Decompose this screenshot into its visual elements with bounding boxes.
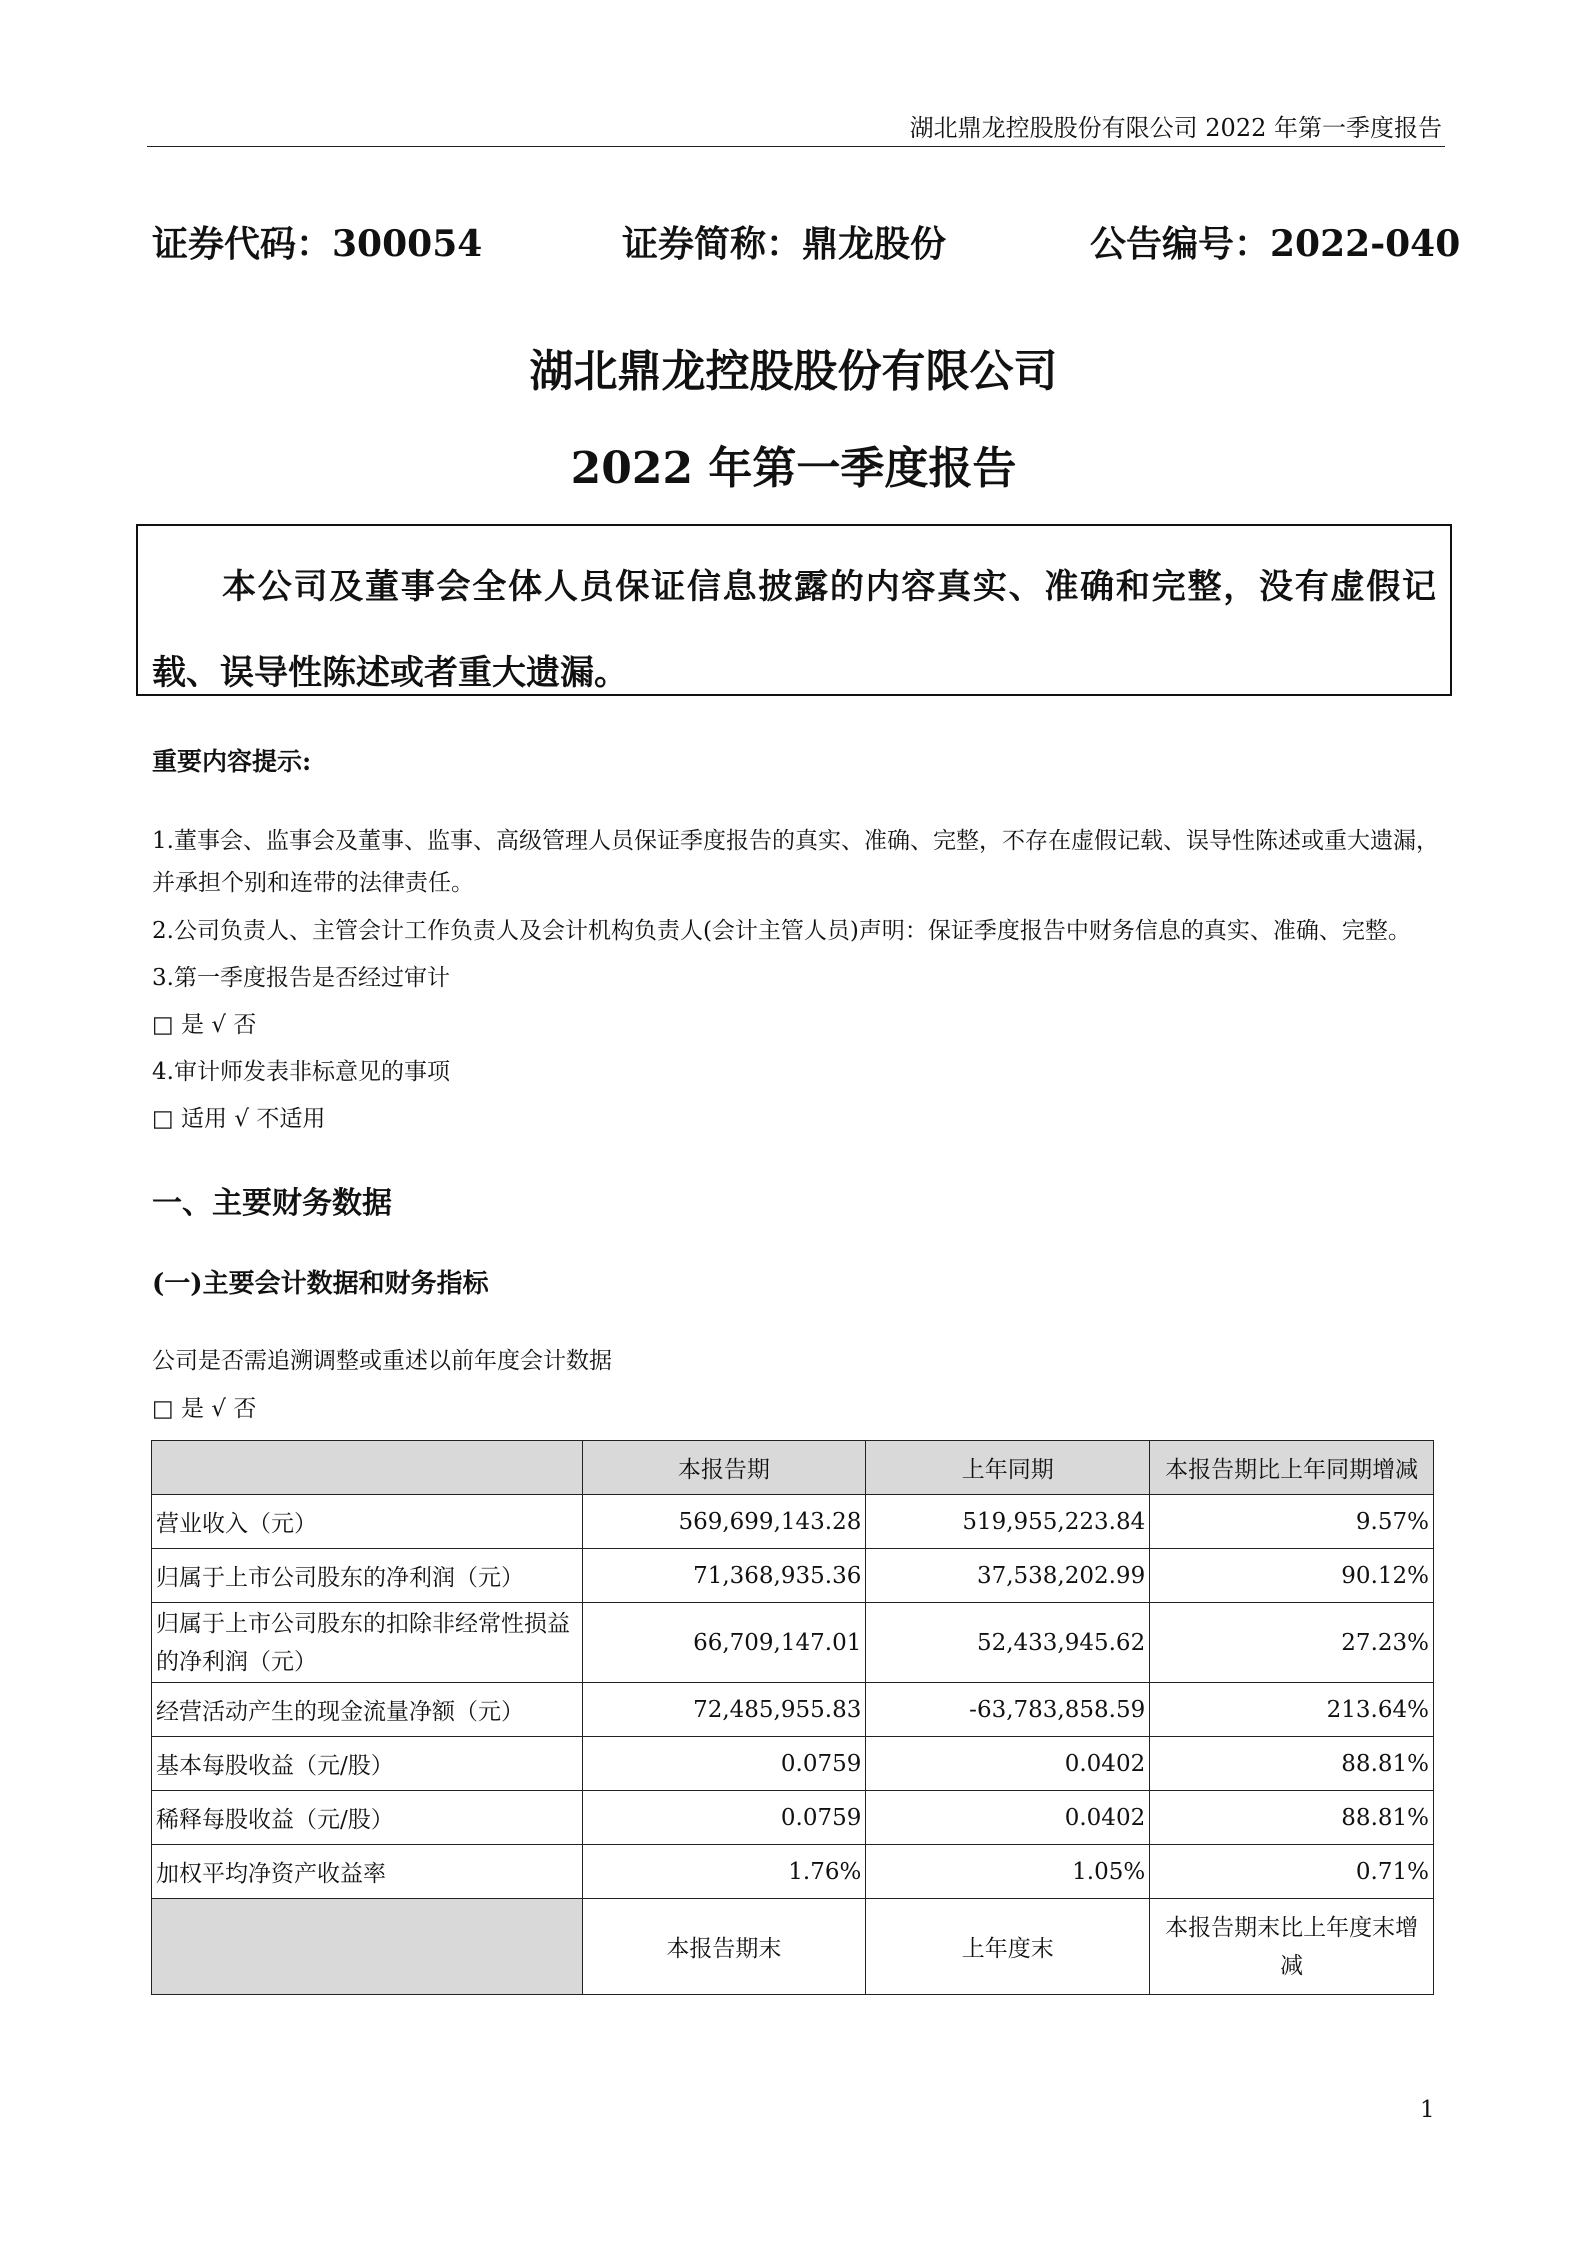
tip-item: 3.第一季度报告是否经过审计 — [152, 965, 450, 991]
table-cell: 90.12% — [1150, 1549, 1434, 1603]
running-header: 湖北鼎龙控股股份有限公司 2022 年第一季度报告 — [909, 114, 1442, 142]
table-cell: 88.81% — [1150, 1791, 1434, 1845]
table-cell: 0.0759 — [582, 1791, 866, 1845]
table-cell: 0.0402 — [866, 1737, 1150, 1791]
table-row — [152, 1549, 1434, 1603]
table-header-cell: 本报告期末 — [582, 1899, 866, 1995]
table-row — [152, 1603, 1434, 1683]
table-cell: 213.64% — [1150, 1683, 1434, 1737]
table-cell: 72,485,955.83 — [582, 1683, 866, 1737]
tip-item: 1.董事会、监事会及董事、监事、高级管理人员保证季度报告的真实、准确、完整，不存在虚假记载、误导性陈述或重大遗漏，并承担个别和连带的法律责任。 — [152, 828, 1439, 896]
table-row — [152, 1683, 1434, 1737]
table-row — [152, 1495, 1434, 1549]
table-header-row — [152, 1441, 1434, 1495]
table-header-cell: 本报告期末比上年度末增减 — [1150, 1899, 1434, 1995]
table-cell: 1.76% — [582, 1845, 866, 1899]
audit-answer: □ 是 √ 否 — [152, 1012, 257, 1038]
row-label: 归属于上市公司股东的净利润（元） — [152, 1549, 583, 1603]
table-header-cell: 上年同期 — [866, 1441, 1150, 1495]
table-cell: 0.71% — [1150, 1845, 1434, 1899]
table-row — [152, 1737, 1434, 1791]
table-header-cell — [152, 1899, 583, 1995]
row-label: 加权平均净资产收益率 — [152, 1845, 583, 1899]
disclaimer-text: 本公司及董事会全体人员保证信息披露的内容真实、准确和完整，没有虚假记载、误导性陈述或者重大遗漏。 — [152, 567, 1436, 693]
tip-item: 4.审计师发表非标意见的事项 — [152, 1059, 450, 1085]
security-code: 证券代码：300054 — [152, 223, 483, 265]
table-cell: 1.05% — [866, 1845, 1150, 1899]
row-label: 营业收入（元） — [152, 1495, 583, 1549]
tip-item: 2.公司负责人、主管会计工作负责人及会计机构负责人(会计主管人员)声明：保证季度报告中财务信息的真实、准确、完整。 — [152, 918, 1411, 944]
non-standard-opinion-answer: □ 适用 √ 不适用 — [152, 1106, 326, 1132]
table-cell: 52,433,945.62 — [866, 1603, 1150, 1683]
table-header-cell — [152, 1441, 583, 1495]
table-header-cell: 本报告期 — [582, 1441, 866, 1495]
row-label: 经营活动产生的现金流量净额（元） — [152, 1683, 583, 1737]
row-label: 稀释每股收益（元/股） — [152, 1791, 583, 1845]
disclaimer-box — [136, 524, 1452, 696]
table-header-row — [152, 1899, 1434, 1995]
restatement-answer: □ 是 √ 否 — [152, 1396, 257, 1422]
table-cell: 0.0759 — [582, 1737, 866, 1791]
section-heading: 一、主要财务数据 — [152, 1186, 392, 1221]
header-rule — [147, 146, 1445, 147]
financial-data-table — [151, 1440, 1434, 1995]
table-cell: 37,538,202.99 — [866, 1549, 1150, 1603]
page-number: 1 — [1420, 2097, 1435, 2123]
table-cell: 0.0402 — [866, 1791, 1150, 1845]
restatement-question: 公司是否需追溯调整或重述以前年度会计数据 — [152, 1348, 612, 1374]
table-cell: 569,699,143.28 — [582, 1495, 866, 1549]
row-label: 基本每股收益（元/股） — [152, 1737, 583, 1791]
table-row — [152, 1845, 1434, 1899]
row-label: 归属于上市公司股东的扣除非经常性损益的净利润（元） — [152, 1603, 583, 1683]
table-cell: 27.23% — [1150, 1603, 1434, 1683]
table-cell: -63,783,858.59 — [866, 1683, 1150, 1737]
table-cell: 71,368,935.36 — [582, 1549, 866, 1603]
table-cell: 66,709,147.01 — [582, 1603, 866, 1683]
subsection-heading: (一)主要会计数据和财务指标 — [152, 1269, 489, 1299]
table-header-cell: 本报告期比上年同期增减 — [1150, 1441, 1434, 1495]
announcement-number: 公告编号：2022-040 — [1090, 223, 1461, 265]
tips-heading: 重要内容提示: — [152, 747, 312, 776]
report-title: 2022 年第一季度报告 — [570, 443, 1017, 494]
table-cell: 9.57% — [1150, 1495, 1434, 1549]
table-cell: 519,955,223.84 — [866, 1495, 1150, 1549]
company-title: 湖北鼎龙控股股份有限公司 — [529, 346, 1058, 397]
table-row — [152, 1791, 1434, 1845]
security-short-name: 证券简称：鼎龙股份 — [622, 223, 947, 265]
table-cell: 88.81% — [1150, 1737, 1434, 1791]
table-header-cell: 上年度末 — [866, 1899, 1150, 1995]
